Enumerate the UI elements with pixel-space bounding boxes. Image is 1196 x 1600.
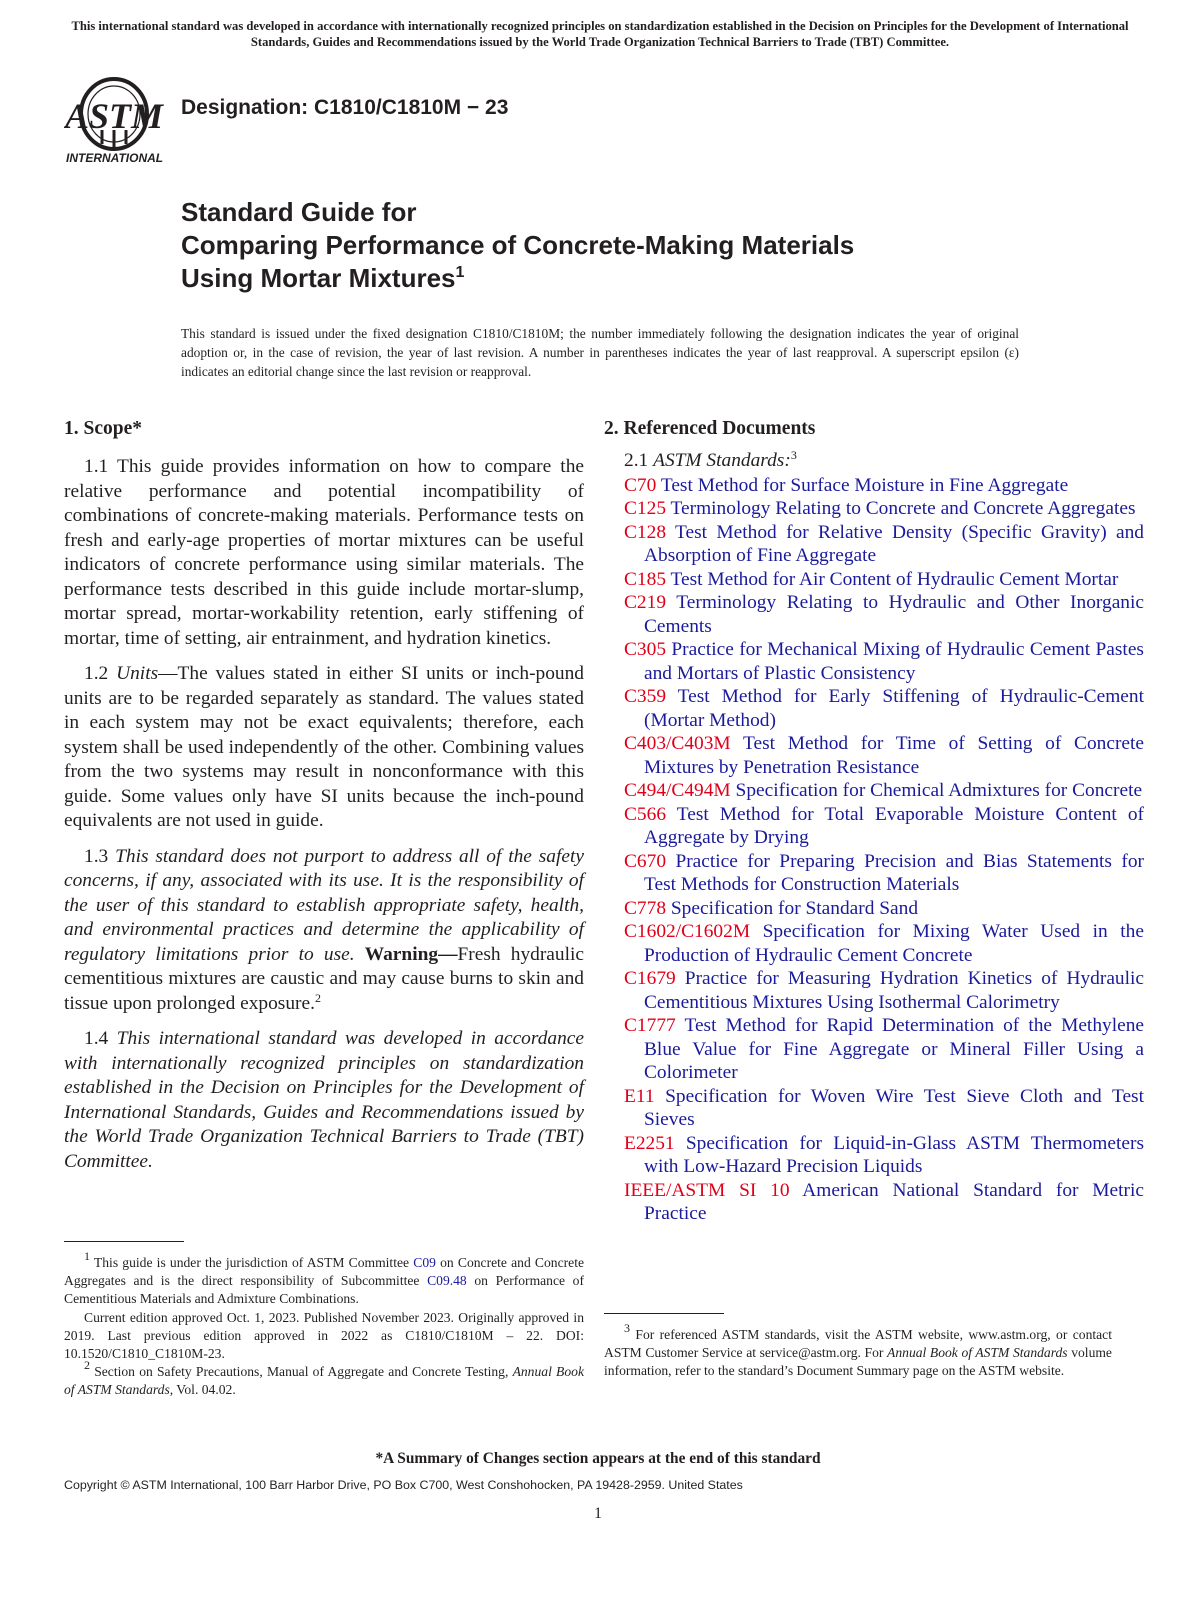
reference-item <box>604 638 1144 685</box>
reference-title-link[interactable]: Specification for Woven Wire Test Sieve Cloth and Test Sieves <box>644 1085 1144 1130</box>
footnote-2 <box>64 1358 584 1399</box>
fn2-text-b: , Vol. 04.02. <box>169 1382 236 1398</box>
units-text: —The values stated in either SI units or inch-pound units are to be regarded separately as standard. The values stated in each system may not be exact equivalents; therefore, each system shall be used independently of the other. Combining values from the two systems may result in nonconformance with this guide. Some values only have SI units because the inch-pound equivalents are not used in guide. <box>64 663 584 831</box>
astm-standards-subhead <box>624 449 1144 474</box>
right-column <box>604 417 1145 1226</box>
reference-title-link[interactable]: Specification for Chemical Admixtures for Concrete <box>735 780 1143 801</box>
scope-para-1-4 <box>64 1027 584 1174</box>
reference-item <box>604 474 1144 498</box>
fn1-mark: 1 <box>84 1249 90 1263</box>
logo-text: ASTM <box>64 96 164 136</box>
reference-code-link[interactable]: IEEE/ASTM SI 10 <box>624 1179 790 1201</box>
fn3-text-b: volume information, refer to the standard’s Document Summary page on the ASTM website. <box>604 1345 1112 1379</box>
footnote-3 <box>604 1321 1112 1381</box>
reference-title-link[interactable]: Terminology Relating to Hydraulic and Other Inorganic Cements <box>644 592 1145 637</box>
reference-item <box>604 732 1144 779</box>
reference-code-link[interactable]: C1602/C1602M <box>624 921 751 942</box>
reference-code-link[interactable]: E11 <box>624 1085 655 1107</box>
reference-item <box>604 920 1144 967</box>
reference-item <box>604 967 1144 1014</box>
para-number: 1.2 <box>84 663 117 684</box>
reference-code-link[interactable]: C1679 <box>624 968 676 989</box>
title-line-2: Comparing Performance of Concrete-Making Materials <box>181 230 855 260</box>
reference-title-link[interactable]: Test Method for Total Evaporable Moisture Content of Aggregate by Drying <box>644 803 1144 848</box>
sub-number: 2.1 <box>624 450 654 471</box>
reference-code-link[interactable]: C778 <box>624 897 667 919</box>
reference-item <box>604 497 1144 521</box>
reference-item <box>604 685 1144 732</box>
title-line-3 <box>181 262 854 295</box>
para-number: 1.3 <box>84 845 116 867</box>
reference-title-link[interactable]: Practice for Mechanical Mixing of Hydraulic Cement Pastes and Mortars of Plastic Consistency <box>644 639 1144 684</box>
referenced-heading: 2. Referenced Documents <box>604 418 816 439</box>
safety-text: This standard does not purport to address all of the safety concerns, if any, associated with its use. It is the responsibility of the user of this standard to establish appropriate safety, health, and environmental practices and determine the applicability of regulatory limitations prior to use. <box>64 845 584 965</box>
copyright: Copyright © ASTM International, 100 Barr Harbor Drive, PO Box C700, West Conshohocken, PA 19428-2959. United States <box>64 1478 743 1492</box>
reference-item <box>604 1085 1144 1132</box>
footnote-1-edition: Current edition approved Oct. 1, 2023. Published November 2023. Originally approved in 2019. Last previous edition approved in 2022 as C1810/C1810M – 22. DOI: 10.1520/C1810_C1810M-23. <box>64 1309 584 1362</box>
reference-title-link[interactable]: Practice for Measuring Hydration Kinetics of Hydraulic Cementitious Mixtures Using Isothermal Calorimetry <box>644 968 1144 1013</box>
astm-logo <box>64 72 170 168</box>
reference-code-link[interactable]: C219 <box>624 592 667 613</box>
reference-code-link[interactable]: C1777 <box>624 1015 676 1036</box>
footnotes-right <box>604 1321 1112 1381</box>
reference-code-link[interactable]: C305 <box>624 639 667 660</box>
fn1-text-a: This guide is under the jurisdiction of ASTM Committee <box>90 1255 414 1270</box>
scope-heading: 1. Scope* <box>64 418 142 439</box>
fn2-italic: Annual Book of ASTM Standards <box>64 1364 584 1398</box>
title-footnote-mark[interactable]: 1 <box>455 264 465 281</box>
fn1-text-b: on Concrete and Concrete Aggregates and is the direct responsibility of Subcommittee <box>64 1255 585 1289</box>
reference-title-link[interactable]: American National Standard for Metric Practice <box>644 1179 1144 1224</box>
reference-item <box>604 568 1144 592</box>
reference-title-link[interactable]: Practice for Preparing Precision and Bias Statements for Test Methods for Construction Materials <box>644 850 1144 895</box>
footnote-mark-3[interactable]: 3 <box>790 448 797 462</box>
fn3-text-a: For referenced ASTM standards, visit the ASTM website, www.astm.org, or contact ASTM Customer Service at service@astm.org. For <box>604 1327 1112 1361</box>
reference-code-link[interactable]: C128 <box>624 521 667 543</box>
subcommittee-c09-48-link[interactable]: C09.48 <box>427 1273 467 1289</box>
title-line-3-text: Using Mortar Mixtures <box>181 263 456 293</box>
reference-item <box>604 1132 1144 1179</box>
reference-item <box>604 1014 1144 1085</box>
reference-title-link[interactable]: Specification for Standard Sand <box>670 897 919 919</box>
reference-code-link[interactable]: C359 <box>624 686 667 707</box>
reference-title-link[interactable]: Test Method for Relative Density (Specific Gravity) and Absorption of Fine Aggregate <box>644 521 1144 566</box>
issue-note: This standard is issued under the fixed designation C1810/C1810M; the number immediately following the designation indicates the year of original adoption or, in the case of revision, the year of last revision. A number in parentheses indicates the year of last reapproval. A superscript epsilon (ε) indicates an editorial change since the last revision or reapproval. <box>181 326 1019 379</box>
warning-text: Fresh hydraulic cementitious mixtures are caustic and may cause burns to skin and tissue upon prolonged exposure. <box>64 943 584 1014</box>
reference-code-link[interactable]: C403/C403M <box>624 733 731 754</box>
document-title <box>181 196 854 295</box>
sub-label: ASTM Standards: <box>653 450 791 471</box>
scope-para-1-2 <box>64 662 584 834</box>
reference-code-link[interactable]: E2251 <box>624 1132 675 1154</box>
reference-code-link[interactable]: C70 <box>624 474 657 496</box>
reference-code-link[interactable]: C125 <box>624 498 667 519</box>
top-notice: This international standard was developed in accordance with internationally recognized principles on standardization established in the Decision on Principles for the Development of International Standards, Guides and Recommendations issued by the World Trade Organization Technical Barriers to Trade (TBT) Committee. <box>71 19 1129 49</box>
reference-title-link[interactable]: Specification for Liquid-in-Glass ASTM Thermometers with Low-Hazard Precision Liquids <box>644 1132 1144 1177</box>
warning-label: Warning— <box>364 943 458 965</box>
reference-item <box>604 850 1144 897</box>
fn2-text-a: Section on Safety Precautions, Manual of Aggregate and Concrete Testing, <box>90 1364 513 1380</box>
reference-title-link[interactable]: Terminology Relating to Concrete and Concrete Aggregates <box>670 498 1136 519</box>
reference-item <box>604 897 1144 921</box>
fn3-italic: Annual Book of ASTM Standards <box>887 1345 1068 1361</box>
summary-of-changes-note: *A Summary of Changes section appears at the end of this standard <box>375 1450 821 1467</box>
title-line-1: Standard Guide for <box>181 197 417 227</box>
fn1-text-c: on Performance of Cementitious Materials and Admixture Combinations. <box>64 1273 584 1307</box>
logo-subtext: INTERNATIONAL <box>66 151 164 165</box>
page-number: 1 <box>594 1505 602 1522</box>
reference-item <box>604 1179 1144 1226</box>
scope-para-1-1: 1.1 This guide provides information on how to compare the relative performance and potential incompatibility of combinations of concrete-making materials. Performance tests on fresh and early-age properties of mortar mixtures can be useful indicators of concrete performance using similar materials. The performance tests described in this guide include mortar-slump, mortar spread, mortar-workability retention, early stiffening of mortar, time of setting, air entrainment, and hydration kinetics. <box>64 456 584 649</box>
wto-text: This international standard was developed in accordance with internationally recognized principles on standardization established in the Decision on Principles for the Development of International Standards, Guides and Recommendations issued by the World Trade Organization Technical Barriers to Trade (TBT) Committee. <box>64 1028 585 1172</box>
reference-title-link[interactable]: Test Method for Time of Setting of Concrete Mixtures by Penetration Resistance <box>644 733 1144 778</box>
astm-logo-icon <box>64 72 170 168</box>
reference-item <box>604 803 1144 850</box>
para-number: 1.4 <box>84 1028 117 1049</box>
reference-title-link[interactable]: Test Method for Early Stiffening of Hydraulic-Cement (Mortar Method) <box>644 686 1144 731</box>
reference-code-link[interactable]: C185 <box>624 568 667 590</box>
reference-title-link[interactable]: Test Method for Rapid Determination of the Methylene Blue Value for Fine Aggregate or Mineral Filler Using a Colorimeter <box>644 1015 1144 1083</box>
reference-code-link[interactable]: C494/C494M <box>624 780 731 801</box>
units-label: Units <box>116 663 159 684</box>
footnote-rule-right <box>604 1313 724 1314</box>
reference-code-link[interactable]: C566 <box>624 803 667 825</box>
reference-item <box>604 521 1144 568</box>
reference-item <box>604 591 1144 638</box>
fn3-mark: 3 <box>624 1321 630 1335</box>
footnote-1 <box>64 1249 585 1309</box>
footnotes-left <box>64 1249 585 1400</box>
reference-title-link[interactable]: Specification for Mixing Water Used in the Production of Hydraulic Cement Concrete <box>644 921 1144 966</box>
reference-list <box>604 474 1144 1226</box>
footnote-mark-2[interactable]: 2 <box>314 990 321 1005</box>
designation: Designation: C1810/C1810M − 23 <box>181 96 509 119</box>
left-column <box>64 417 584 1185</box>
footnote-rule-left <box>64 1241 184 1242</box>
fn2-mark: 2 <box>84 1358 90 1373</box>
reference-code-link[interactable]: C670 <box>624 850 667 872</box>
reference-item <box>604 779 1144 803</box>
reference-title-link[interactable]: Test Method for Air Content of Hydraulic Cement Mortar <box>670 568 1119 590</box>
scope-para-1-3 <box>64 845 584 1017</box>
reference-title-link[interactable]: Test Method for Surface Moisture in Fine Aggregate <box>660 474 1069 496</box>
committee-c09-link[interactable]: C09 <box>413 1255 436 1270</box>
